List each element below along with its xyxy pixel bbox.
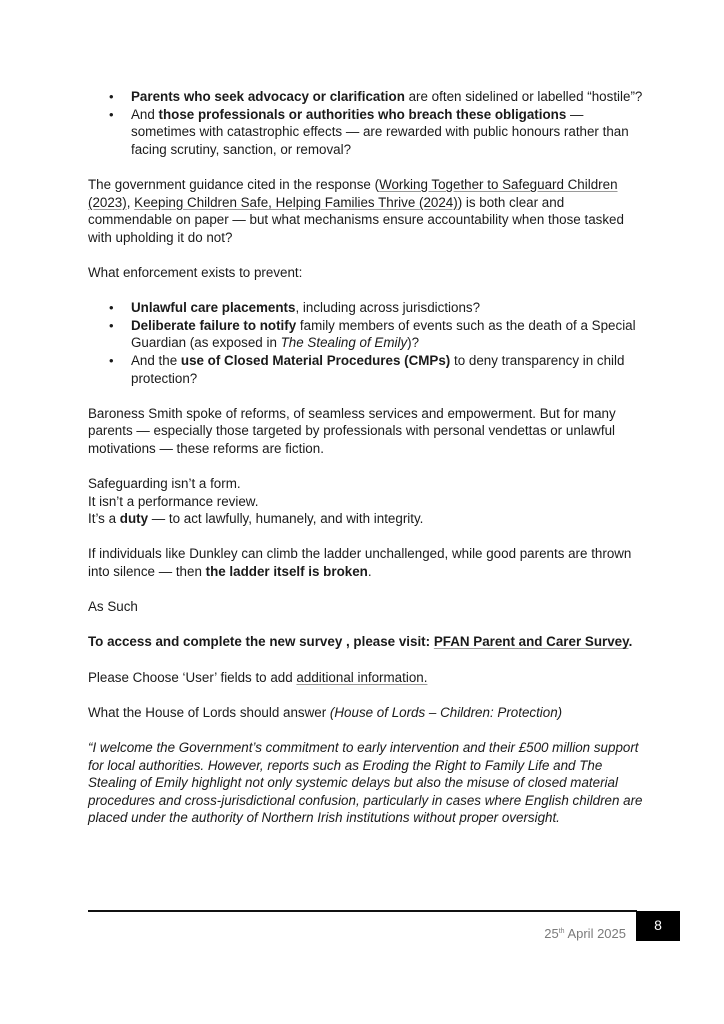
- keeping-children-safe-link[interactable]: Keeping Children Safe, Helping Families Thrive (2024): [134, 194, 458, 210]
- baroness-paragraph: Baroness Smith spoke of reforms, of seamless services and empowerment. But for many parents — especially those targeted by professionals with personal vendettas or unlawful motivations — these reforms are fiction.: [88, 405, 616, 456]
- survey-paragraph: To access and complete the new survey , please visit: PFAN Parent and Carer Survey.: [88, 634, 633, 650]
- list-item: • Deliberate failure to notify family members of events such as the death of a Special Guardian (as exposed in The Stealing of Emily)?: [131, 317, 648, 352]
- user-fields-paragraph: Please Choose ‘User’ fields to add additional information.: [88, 669, 428, 685]
- guidance-paragraph: The government guidance cited in the response (Working Together to Safeguard Children (2023), Keeping Children Safe, Helping Families Thrive (2024)) is both clear and commendable on paper — but what mechanisms ensure accountability when those tasked with upholding it do not?: [88, 176, 624, 245]
- quote-paragraph: “I welcome the Government’s commitment to early intervention and their £500 million support for local authorities. However, reports such as Eroding the Right to Family Life and The Stealing of Emily highlight not only systemic delays but also the misuse of closed material procedures and cross-jurisdictional confusion, particularly in cases where English children are placed under the authority of Northern Irish institutions without proper oversight.: [88, 739, 643, 826]
- as-such-paragraph: As Such: [88, 599, 138, 615]
- bullet-list-enforcement: [88, 299, 648, 387]
- list-item: • And the use of Closed Material Procedures (CMPs) to deny transparency in child protection?: [131, 352, 648, 387]
- bold-text: Unlawful care placements: [131, 300, 296, 316]
- footer-date: 25th April 2025: [544, 926, 626, 941]
- safeguarding-paragraph: Safeguarding isn’t a form. It isn’t a performance review. It’s a duty — to act lawfully, humanely, and with integrity.: [88, 476, 424, 527]
- bold-text: use of Closed Material Procedures (CMPs): [180, 352, 451, 368]
- working-together-link[interactable]: Working Together to Safeguard Children (2023): [88, 176, 618, 210]
- italic-title: The Stealing of Emily: [280, 335, 408, 351]
- bold-text: Parents who seek advocacy or clarification: [131, 89, 405, 104]
- bold-text: those professionals or authorities who breach these obligations: [158, 106, 567, 122]
- document-page: [88, 88, 648, 845]
- bullet-list-concerns: [88, 88, 648, 158]
- bold-text: Deliberate failure to notify: [131, 317, 297, 333]
- ladder-paragraph: If individuals like Dunkley can climb the ladder unchallenged, while good parents are thrown into silence — then the ladder itself is broken.: [88, 546, 632, 580]
- enforcement-intro: What enforcement exists to prevent:: [88, 264, 303, 280]
- lords-paragraph: What the House of Lords should answer (House of Lords – Children: Protection): [88, 704, 563, 720]
- list-item: • And those professionals or authorities who breach these obligations — sometimes with catastrophic effects — are rewarded with public honours rather than facing scrutiny, sanction, or removal?: [131, 106, 648, 159]
- bold-text: the ladder itself is broken: [205, 564, 368, 580]
- italic-reference: (House of Lords – Children: Protection): [329, 704, 563, 720]
- page-number-badge: 8: [636, 911, 680, 941]
- bold-text: duty: [119, 511, 149, 527]
- footer-divider: [88, 910, 637, 912]
- additional-information-link[interactable]: additional information.: [296, 669, 428, 685]
- pfan-survey-link[interactable]: PFAN Parent and Carer Survey: [433, 634, 629, 650]
- list-item: • Parents who seek advocacy or clarification are often sidelined or labelled “hostile”?: [131, 88, 648, 106]
- list-item: • Unlawful care placements, including across jurisdictions?: [131, 299, 648, 317]
